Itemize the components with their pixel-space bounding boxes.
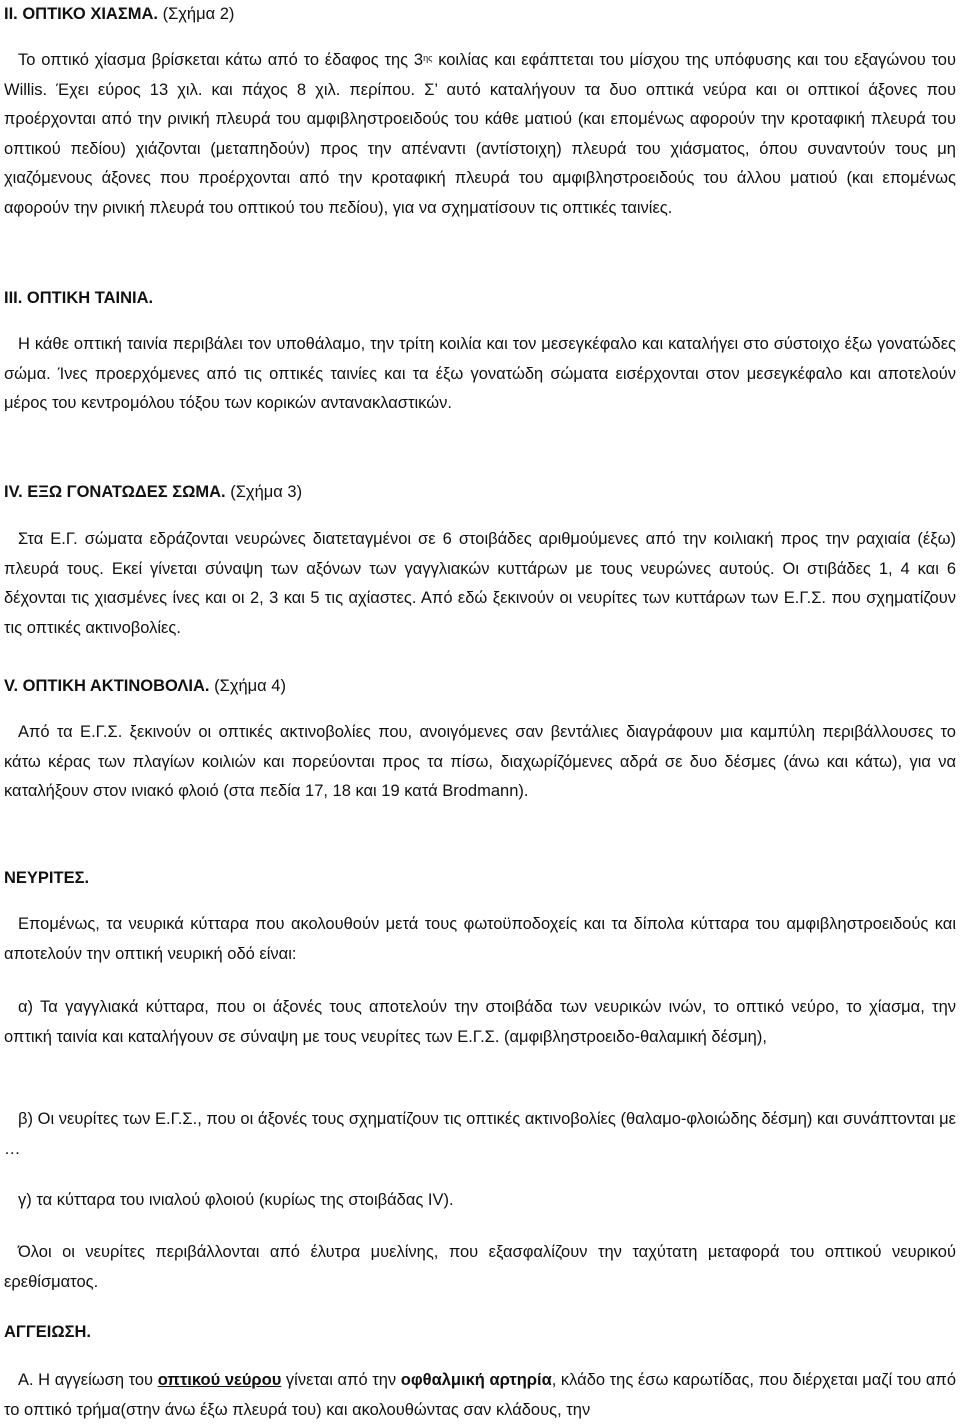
section-heading-optic-tract: III. ΟΠΤΙΚΗ ΤΑΙΝΙΑ. [4, 289, 154, 307]
section-heading-lgn: IV. ΕΞΩ ΓΟΝΑΤΩΔΕΣ ΣΩΜΑ. (Σχήμα 3) [4, 483, 303, 501]
paragraph-vascularization: Α. Η αγγείωση του οπτικού νεύρου γίνεται από την οφθαλμική αρτηρία, κλάδο της έσω καρωτίδας, που διέρχεται μαζί του από το οπτικό τρήμα(στην άνω έξω πλευρά του) και ακολουθώντας σαν κλάδους, την [4, 1371, 956, 1419]
term-optic-nerve: οπτικού νεύρου [157, 1371, 282, 1389]
paragraph-neurites-b: β) Οι νευρίτες των Ε.Γ.Σ., που οι άξονές τους σχηματίζουν τις οπτικές ακτινοβολίες (θαλαμο-φλοιώδης δέσμη) και συνάπτονται με … [4, 1110, 956, 1158]
paragraph-neurites-intro: Επομένως, τα νευρικά κύτταρα που ακολουθούν μετά τους φωτοϋποδοχείς και τα δίπολα κύτταρα του αμφιβληστροειδούς και αποτελούν την οπτική νευρική οδό είναι: [4, 915, 956, 963]
figure-reference: (Σχήμα 2) [162, 5, 235, 23]
paragraph-neurites-a: α) Τα γαγγλιακά κύτταρα, που οι άξονές τους αποτελούν την στοιβάδα των νευρικών ινών, το οπτικό νεύρο, το χίασμα, την οπτική ταινία και καταλήγουν σε σύναψη με τους νευρίτες των Ε.Γ.Σ. (αμφιβληστροειδο-θαλαμική δέσμη), [4, 998, 956, 1046]
paragraph-neurites-c: γ) τα κύτταρα του ινιαλού φλοιού (κυρίως της στοιβάδας IV). [18, 1191, 454, 1209]
term-ophthalmic-artery: οφθαλμική αρτηρία [400, 1371, 552, 1389]
paragraph-optic-radiation: Από τα Ε.Γ.Σ. ξεκινούν οι οπτικές ακτινοβολίες που, ανοιγόμενες σαν βεντάλιες διαγράφουν μια καμπύλη περιβάλλουσες το κάτω κέρας των πλαγίων κοιλιών και πορεύονται προς τα πίσω, διαχωρίζόμενες αδρά σε δυο δέσμες (άνω και κάτω), για να καταλήξουν στον ινιακό φλοιό (στα πεδία 17, 18 και 19 κατά Brodmann). [4, 723, 956, 800]
section-heading-optic-chiasm: II. ΟΠΤΙΚΟ ΧΙΑΣΜΑ. (Σχήμα 2) [4, 5, 235, 23]
section-heading-neurites: ΝΕΥΡΙΤΕΣ. [4, 869, 90, 887]
paragraph-lgn: Στα Ε.Γ. σώματα εδράζονται νευρώνες διατεταγμένοι σε 6 στοιβάδες αριθμούμενες από την κοιλιακή προς την ραχιαία (έξω) πλευρά τους. Εκεί γίνεται σύναψη των αξόνων των γαγγλιακών κυττάρων με τους νευρώνες αυτούς. Οι στιβάδες 1, 4 και 6 δέχονται τις χιασμένες ίνες και οι 2, 3 και 5 τις αχίαστες. Από εδώ ξεκινούν οι νευρίτες των κυττάρων των Ε.Γ.Σ. που σχηματίζουν τις οπτικές ακτινοβολίες. [4, 530, 956, 637]
figure-reference: (Σχήμα 3) [230, 483, 303, 501]
section-heading-vascularization: ΑΓΓΕΙΩΣΗ. [4, 1323, 91, 1341]
paragraph-optic-tract: Η κάθε οπτική ταινία περιβάλει τον υποθάλαμο, την τρίτη κοιλία και τον μεσεγκέφαλο και καταλήγει στο σύστοιχο έξω γονατώδες σώμα. Ίνες προερχόμενες από τις οπτικές ταινίες και τα έξω γονατώδη σώματα εισέρχονται στον μεσεγκέφαλο και αποτελούν μέρος του κεντρομόλου τόξου των κορικών αντανακλαστικών. [4, 335, 956, 412]
paragraph-optic-chiasm: Το οπτικό χίασμα βρίσκεται κάτω από το έδαφος της $3^{\eta\varsigma}$ κοιλίας και εφάπτεται του μίσχου της υπόφυσης και του εξαγώνου του Willis. Έχει εύρος 13 χιλ. και πάχος 8 χιλ. περίπου. Σ’ αυτό καταλήγουν τα δυο οπτικά νεύρα και οι οπτικοί άξονες που προέρχονται από την ρινική πλευρά του αμφιβληστροειδούς του κάθε ματιού (και επομένως αφορούν την κροταφική πλευρά του οπτικού πεδίου) χιάζονται (μεταπηδούν) προς την απέναντι (αντίστοιχη) πλευρά του χιάσματος, όπου συναντούν τους μη χιαζόμενους άξονες που προέρχονται από την κροταφική πλευρά του αμφιβληστροειδούς του άλλου ματιού (και επομένως αφορούν την ρινική πλευρά του οπτικού του πεδίου), για να σχηματίσουν τις οπτικές ταινίες. [4, 51, 956, 217]
section-heading-optic-radiation: V. ΟΠΤΙΚΗ ΑΚΤΙΝΟΒΟΛΙΑ. (Σχήμα 4) [4, 677, 286, 695]
figure-reference: (Σχήμα 4) [214, 677, 286, 695]
paragraph-neurites-myelin: Όλοι οι νευρίτες περιβάλλονται από έλυτρα μυελίνης, που εξασφαλίζουν την ταχύτατη μεταφορά του οπτικού νευρικού ερεθίσματος. [4, 1243, 956, 1291]
